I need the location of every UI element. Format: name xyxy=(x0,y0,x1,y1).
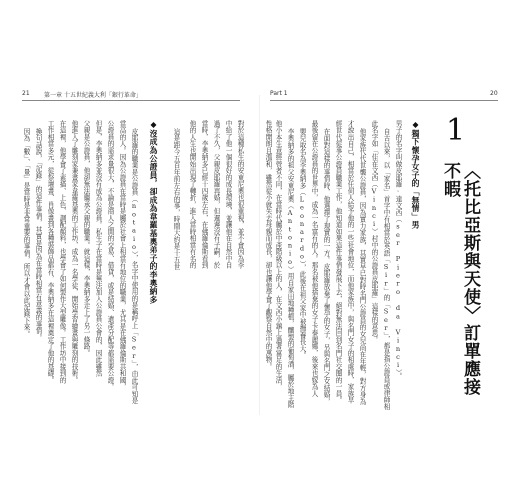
body-column: 中給了他一個很好的成長環境，並讓他在自然中自 xyxy=(224,120,232,269)
gutter xyxy=(259,95,260,415)
section-heading-1 xyxy=(410,120,421,280)
body-column: 父親是公證員，他卻無法繼承父親的職業。就這樣，李奧納多走上了另一條路。 xyxy=(82,120,90,357)
diamond-bullet-icon: ◆ xyxy=(411,120,420,130)
body-column: 他的人生也開始出現了轉折，進入當時相當有名的 xyxy=(188,120,196,269)
body-column: 因為「數」、「量」是當時是非常重要的事情，所以才會以此記錄下來。 xyxy=(22,128,30,338)
body-column: 才說出自己，相當於任何人給予他的一些社會地位，而他家族中，與名門女子的相處時，家族早 xyxy=(346,120,354,404)
right-running-title: Part 1 xyxy=(270,90,288,97)
section-heading-2-text: 沒成為公證員，卻成為韋羅基奧弟子的李奧納多 xyxy=(149,129,158,304)
left-header-rule xyxy=(22,100,240,101)
body-column: 他家族代代世襲公證員，因為實力家族，其實早已對時名門公證員的女兒尚在年輕，對方身為 xyxy=(358,128,366,405)
body-column: 嬰兒取名為李奧納多（Leonardo），此後在祖父家中被撫養長大。 xyxy=(298,128,306,359)
body-column: 工作相當多元，從祭壇畫、肖像畫到各種裝飾品都有，李奧納多在這裡奠定了他的基礎。 xyxy=(46,120,54,384)
body-column: 當高的人。因為公證員在當時是屬於社會上相當有地位的職業，尤其是在佛羅倫斯共和國， xyxy=(118,120,126,390)
body-column: 此名字如「佳在文西（Vinci）村中的公證員皮耶羅」這樣的意思。 xyxy=(370,120,378,343)
left-running-title: 第一章 十五世紀義大利「銀行革命」 xyxy=(44,92,142,99)
right-header-rule xyxy=(270,100,498,101)
body-column: 對於這種私生的安東尼奧也很重視，並不會因為李 xyxy=(236,120,244,269)
body-column: 最後留在公證員的世界中，成為一名富有的人。那名被他捨棄的女子卡泰麗娜，後來也嫁為人 xyxy=(310,120,318,397)
left-page-number: 21 xyxy=(22,90,30,97)
chapter-number: 1 xyxy=(446,113,466,148)
body-column: 皮耶羅的職業是公證員（notaio），名字中使用的是稱呼上「Ser」，由此可知是 xyxy=(130,128,138,404)
body-column: 他進入了雕刻家兼畫家韋羅基奧的工作坊，成為一名學徒，開始學習繪畫與雕刻的技術。 xyxy=(70,120,78,384)
body-column: 在面對這樣的事情時，他選擇了現實的一方。皮耶羅放棄了懷孕的女子，另與名門之女結婚， xyxy=(322,128,330,405)
body-column: 李奧納多的祖父安東尼奧（Antonio）用自家田地種植，釀製的葡萄酒，屬於地主階 xyxy=(286,128,294,408)
body-column: 當時，李奧納多已經十四歲左右，在佛羅倫斯看到 xyxy=(200,120,208,269)
body-column: 過了不久，父親皮耶羅再婚，但遲遲沒有子嗣，於 xyxy=(212,120,220,269)
diamond-bullet-icon: ◆ xyxy=(149,120,158,130)
body-column: 公證員的需求量很大，不論是商人之間的交易、借貸，或是結婚、遺產分配等都需要公證。 xyxy=(106,120,114,390)
body-column: 換句話說，「記錄」的這件事情，其實是因為在當時相當有意義的事情。 xyxy=(34,128,42,341)
body-column: 性格開朗且溫和，雖然從小就失去母親而成長，卻也讓他學會了觀察自然中的萬物。 xyxy=(264,120,272,370)
chapter-title: 〈托比亞斯與天使〉訂單應接不暇 xyxy=(440,162,480,396)
body-column: 自古以來，以「家名」首字中有相當於英語「Sir」的「Ser」，都是指公證員或律師相 xyxy=(382,128,390,410)
section-heading-1-text: 獨下懷孕女子的「無情」男 xyxy=(411,129,420,230)
section-heading-2 xyxy=(148,120,159,410)
body-column: 經世代從事公證員職業工作，他知道如果這件事情發展下去，絕對無法回到名門社交圈的一員。 xyxy=(334,120,342,404)
right-page-number: 20 xyxy=(490,90,498,97)
body-column: 在這裡，他學會了素描、上色、調配顏料，也學會了如何製作大型雕像。工作坊中接到的 xyxy=(58,120,66,384)
body-column: 但是，李奧納多並沒有成為公證員。私生子在當時是無法加入公證員公會的，因此雖然 xyxy=(94,120,102,377)
body-column: 他小本生意經營者不同，在當時代屬於中產階級以上的人，在文西小鎮上過著富足的生活， xyxy=(274,120,282,390)
body-column: 男子的名字叫做皮耶羅·達文西（ser Piero da Vinci）。 xyxy=(394,120,402,380)
body-column: 這是距今五百年前左右的事，時間大約是十五世 xyxy=(172,128,180,270)
